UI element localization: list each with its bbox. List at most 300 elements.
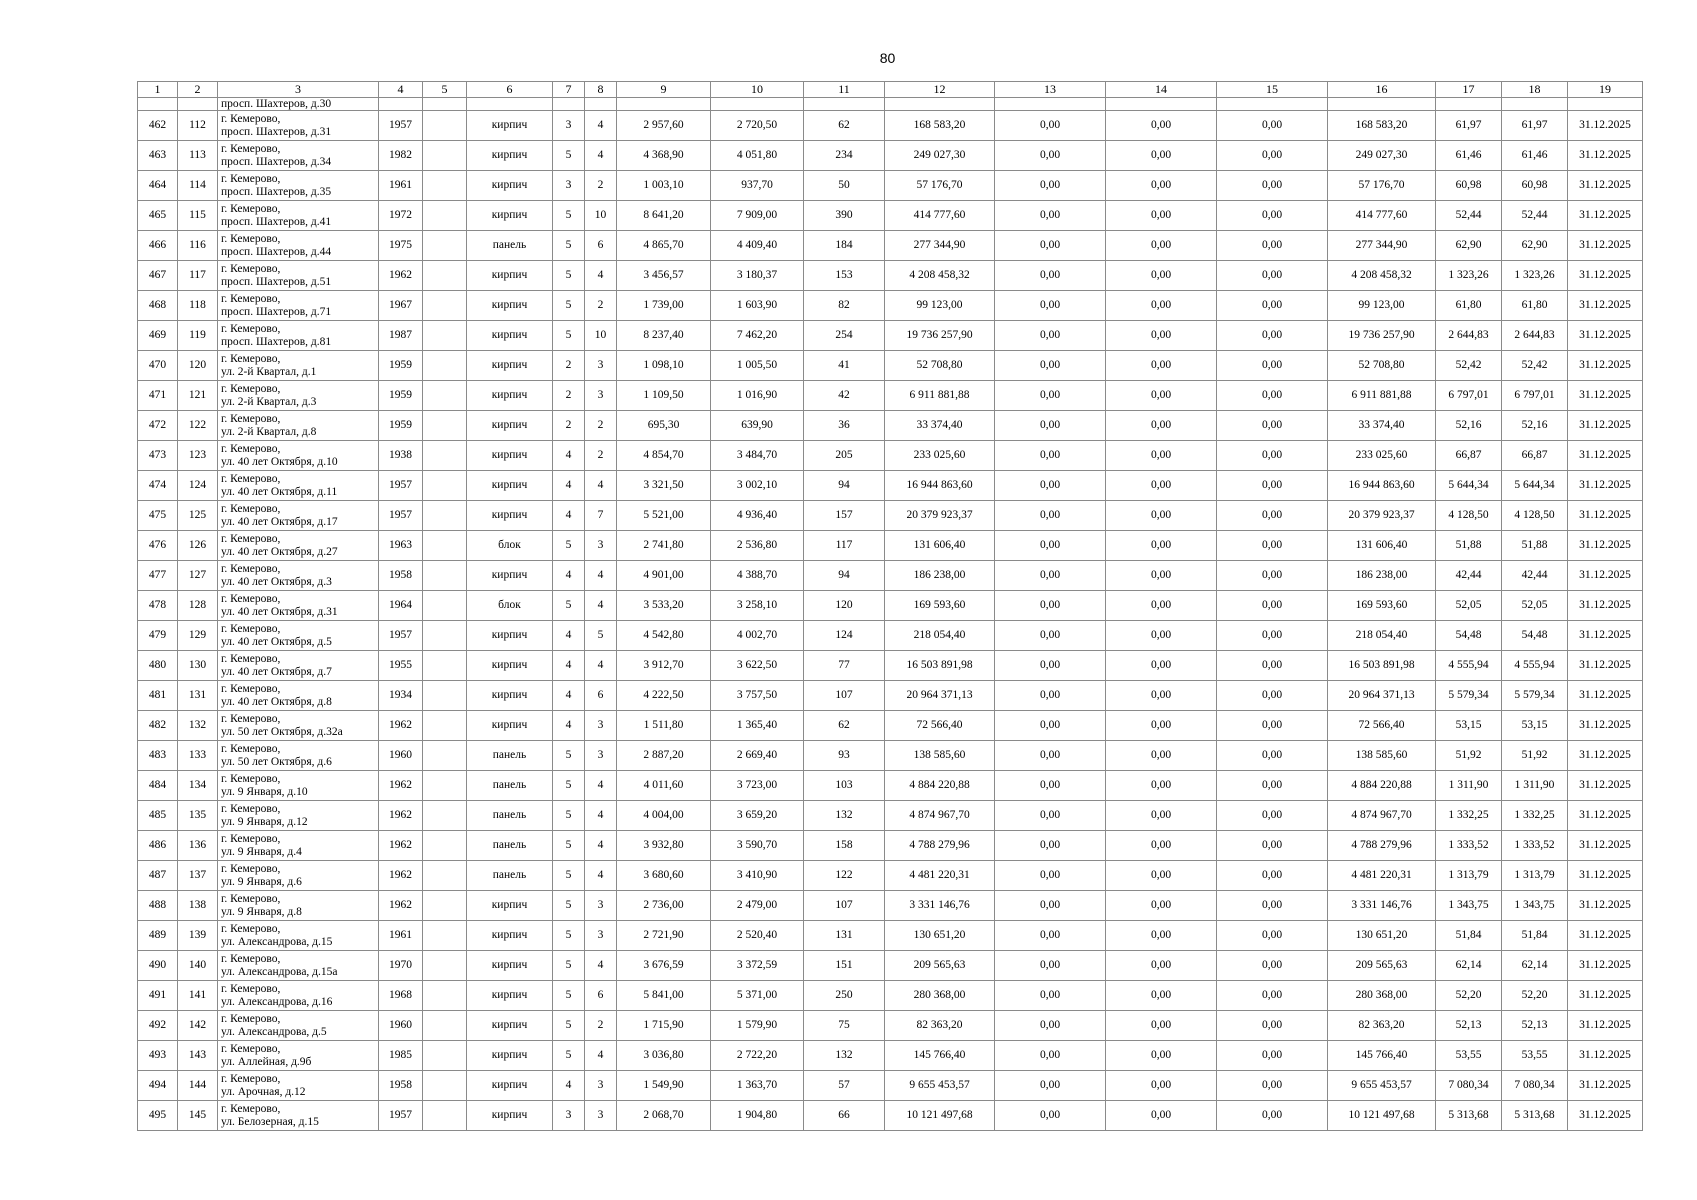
continued-cell-16 bbox=[1328, 98, 1436, 111]
continued-cell-3: просп. Шахтеров, д.30 bbox=[218, 98, 379, 111]
address-city: г. Кемерово, bbox=[221, 592, 281, 605]
cell-col-9: 3 680,60 bbox=[617, 861, 711, 891]
cell-col-5 bbox=[423, 741, 467, 771]
cell-col-16: 233 025,60 bbox=[1328, 441, 1436, 471]
cell-col-16: 57 176,70 bbox=[1328, 171, 1436, 201]
local-number-cell: 137 bbox=[178, 861, 218, 891]
address-city: г. Кемерово, bbox=[221, 742, 281, 755]
continued-cell-18 bbox=[1502, 98, 1568, 111]
local-number-cell: 138 bbox=[178, 891, 218, 921]
cell-col-7: 5 bbox=[553, 1011, 585, 1041]
cell-col-8: 3 bbox=[585, 1071, 617, 1101]
cell-col-14: 0,00 bbox=[1106, 711, 1217, 741]
continued-cell-12 bbox=[885, 98, 995, 111]
cell-col-4: 1962 bbox=[379, 261, 423, 291]
cell-col-19: 31.12.2025 bbox=[1568, 921, 1643, 951]
cell-col-8: 4 bbox=[585, 801, 617, 831]
address-cell bbox=[218, 831, 379, 861]
cell-col-11: 41 bbox=[804, 351, 885, 381]
cell-col-4: 1982 bbox=[379, 141, 423, 171]
table-row bbox=[138, 861, 1643, 891]
cell-col-16: 82 363,20 bbox=[1328, 1011, 1436, 1041]
cell-col-15: 0,00 bbox=[1217, 381, 1328, 411]
address-cell bbox=[218, 141, 379, 171]
cell-col-5 bbox=[423, 711, 467, 741]
cell-col-12: 82 363,20 bbox=[885, 1011, 995, 1041]
address-city: г. Кемерово, bbox=[221, 982, 281, 995]
cell-col-9: 2 721,90 bbox=[617, 921, 711, 951]
cell-col-19: 31.12.2025 bbox=[1568, 141, 1643, 171]
cell-col-18: 52,16 bbox=[1502, 411, 1568, 441]
row-number-cell: 495 bbox=[138, 1101, 178, 1131]
cell-col-19: 31.12.2025 bbox=[1568, 801, 1643, 831]
cell-col-9: 4 542,80 bbox=[617, 621, 711, 651]
cell-col-10: 3 590,70 bbox=[711, 831, 804, 861]
cell-col-7: 5 bbox=[553, 741, 585, 771]
table-body bbox=[138, 98, 1643, 1131]
continued-row bbox=[138, 98, 1643, 111]
cell-col-5 bbox=[423, 561, 467, 591]
local-number-cell: 115 bbox=[178, 201, 218, 231]
cell-col-14: 0,00 bbox=[1106, 861, 1217, 891]
table-row bbox=[138, 1041, 1643, 1071]
address-street: ул. 40 лет Октября, д.17 bbox=[221, 515, 338, 528]
local-number-cell: 125 bbox=[178, 501, 218, 531]
cell-col-17: 52,05 bbox=[1436, 591, 1502, 621]
cell-col-13: 0,00 bbox=[995, 1071, 1106, 1101]
row-number-cell: 471 bbox=[138, 381, 178, 411]
row-number-cell: 493 bbox=[138, 1041, 178, 1071]
address-cell bbox=[218, 771, 379, 801]
local-number-cell: 145 bbox=[178, 1101, 218, 1131]
cell-col-13: 0,00 bbox=[995, 531, 1106, 561]
row-number-cell: 469 bbox=[138, 321, 178, 351]
row-number-cell: 464 bbox=[138, 171, 178, 201]
cell-col-15: 0,00 bbox=[1217, 1101, 1328, 1131]
row-number-cell: 491 bbox=[138, 981, 178, 1011]
cell-col-7: 4 bbox=[553, 681, 585, 711]
cell-col-6: кирпич bbox=[467, 891, 553, 921]
cell-col-6: кирпич bbox=[467, 1041, 553, 1071]
cell-col-17: 4 555,94 bbox=[1436, 651, 1502, 681]
cell-col-4: 1985 bbox=[379, 1041, 423, 1071]
cell-col-9: 3 321,50 bbox=[617, 471, 711, 501]
cell-col-19: 31.12.2025 bbox=[1568, 471, 1643, 501]
cell-col-13: 0,00 bbox=[995, 111, 1106, 141]
cell-col-4: 1958 bbox=[379, 1071, 423, 1101]
cell-col-15: 0,00 bbox=[1217, 1071, 1328, 1101]
row-number-cell: 483 bbox=[138, 741, 178, 771]
cell-col-15: 0,00 bbox=[1217, 231, 1328, 261]
cell-col-8: 10 bbox=[585, 321, 617, 351]
housing-register-table bbox=[137, 81, 1643, 1131]
cell-col-10: 3 180,37 bbox=[711, 261, 804, 291]
cell-col-15: 0,00 bbox=[1217, 981, 1328, 1011]
row-number-cell: 478 bbox=[138, 591, 178, 621]
cell-col-16: 138 585,60 bbox=[1328, 741, 1436, 771]
cell-col-14: 0,00 bbox=[1106, 561, 1217, 591]
cell-col-11: 42 bbox=[804, 381, 885, 411]
row-number-cell: 488 bbox=[138, 891, 178, 921]
address-city: г. Кемерово, bbox=[221, 442, 281, 455]
address-cell bbox=[218, 471, 379, 501]
row-number-cell: 474 bbox=[138, 471, 178, 501]
local-number-cell: 140 bbox=[178, 951, 218, 981]
cell-col-11: 124 bbox=[804, 621, 885, 651]
cell-col-16: 186 238,00 bbox=[1328, 561, 1436, 591]
cell-col-19: 31.12.2025 bbox=[1568, 831, 1643, 861]
row-number-cell: 481 bbox=[138, 681, 178, 711]
cell-col-14: 0,00 bbox=[1106, 141, 1217, 171]
address-cell bbox=[218, 711, 379, 741]
cell-col-12: 138 585,60 bbox=[885, 741, 995, 771]
cell-col-12: 4 481 220,31 bbox=[885, 861, 995, 891]
address-cell bbox=[218, 351, 379, 381]
cell-col-4: 1961 bbox=[379, 171, 423, 201]
cell-col-6: кирпич bbox=[467, 141, 553, 171]
cell-col-8: 5 bbox=[585, 621, 617, 651]
cell-col-14: 0,00 bbox=[1106, 1101, 1217, 1131]
cell-col-17: 5 313,68 bbox=[1436, 1101, 1502, 1131]
cell-col-14: 0,00 bbox=[1106, 111, 1217, 141]
cell-col-17: 62,90 bbox=[1436, 231, 1502, 261]
address-cell bbox=[218, 651, 379, 681]
cell-col-7: 4 bbox=[553, 501, 585, 531]
address-city: г. Кемерово, bbox=[221, 502, 281, 515]
cell-col-18: 52,13 bbox=[1502, 1011, 1568, 1041]
cell-col-4: 1959 bbox=[379, 351, 423, 381]
column-header-18: 18 bbox=[1502, 82, 1568, 98]
cell-col-18: 61,97 bbox=[1502, 111, 1568, 141]
table-row bbox=[138, 591, 1643, 621]
row-number-cell: 467 bbox=[138, 261, 178, 291]
cell-col-9: 1 098,10 bbox=[617, 351, 711, 381]
column-header-4: 4 bbox=[379, 82, 423, 98]
cell-col-14: 0,00 bbox=[1106, 441, 1217, 471]
cell-col-10: 2 520,40 bbox=[711, 921, 804, 951]
address-street: ул. Александрова, д.15 bbox=[221, 935, 333, 948]
cell-col-18: 53,55 bbox=[1502, 1041, 1568, 1071]
cell-col-18: 66,87 bbox=[1502, 441, 1568, 471]
cell-col-4: 1957 bbox=[379, 501, 423, 531]
table-row bbox=[138, 141, 1643, 171]
cell-col-16: 33 374,40 bbox=[1328, 411, 1436, 441]
cell-col-7: 4 bbox=[553, 711, 585, 741]
cell-col-14: 0,00 bbox=[1106, 891, 1217, 921]
cell-col-13: 0,00 bbox=[995, 291, 1106, 321]
cell-col-5 bbox=[423, 651, 467, 681]
column-header-10: 10 bbox=[711, 82, 804, 98]
cell-col-12: 145 766,40 bbox=[885, 1041, 995, 1071]
cell-col-4: 1962 bbox=[379, 801, 423, 831]
cell-col-8: 3 bbox=[585, 741, 617, 771]
cell-col-5 bbox=[423, 621, 467, 651]
cell-col-5 bbox=[423, 921, 467, 951]
cell-col-14: 0,00 bbox=[1106, 531, 1217, 561]
cell-col-10: 3 723,00 bbox=[711, 771, 804, 801]
cell-col-7: 4 bbox=[553, 651, 585, 681]
cell-col-4: 1959 bbox=[379, 381, 423, 411]
cell-col-15: 0,00 bbox=[1217, 861, 1328, 891]
cell-col-9: 1 739,00 bbox=[617, 291, 711, 321]
address-street: ул. Аллейная, д.9б bbox=[221, 1055, 312, 1068]
table-row bbox=[138, 441, 1643, 471]
cell-col-8: 2 bbox=[585, 411, 617, 441]
row-number-cell: 490 bbox=[138, 951, 178, 981]
cell-col-15: 0,00 bbox=[1217, 771, 1328, 801]
cell-col-12: 3 331 146,76 bbox=[885, 891, 995, 921]
cell-col-11: 205 bbox=[804, 441, 885, 471]
cell-col-8: 3 bbox=[585, 921, 617, 951]
cell-col-13: 0,00 bbox=[995, 351, 1106, 381]
cell-col-19: 31.12.2025 bbox=[1568, 891, 1643, 921]
cell-col-19: 31.12.2025 bbox=[1568, 531, 1643, 561]
cell-col-11: 254 bbox=[804, 321, 885, 351]
address-street: ул. 9 Января, д.12 bbox=[221, 815, 308, 828]
cell-col-12: 20 379 923,37 bbox=[885, 501, 995, 531]
cell-col-8: 7 bbox=[585, 501, 617, 531]
cell-col-13: 0,00 bbox=[995, 741, 1106, 771]
table-row bbox=[138, 291, 1643, 321]
cell-col-12: 209 565,63 bbox=[885, 951, 995, 981]
cell-col-5 bbox=[423, 981, 467, 1011]
cell-col-4: 1938 bbox=[379, 441, 423, 471]
cell-col-4: 1967 bbox=[379, 291, 423, 321]
cell-col-16: 99 123,00 bbox=[1328, 291, 1436, 321]
cell-col-14: 0,00 bbox=[1106, 741, 1217, 771]
cell-col-8: 2 bbox=[585, 1011, 617, 1041]
cell-col-13: 0,00 bbox=[995, 861, 1106, 891]
row-number-cell: 479 bbox=[138, 621, 178, 651]
cell-col-8: 3 bbox=[585, 891, 617, 921]
cell-col-8: 3 bbox=[585, 711, 617, 741]
cell-col-18: 1 323,26 bbox=[1502, 261, 1568, 291]
column-header-14: 14 bbox=[1106, 82, 1217, 98]
cell-col-12: 72 566,40 bbox=[885, 711, 995, 741]
cell-col-18: 1 332,25 bbox=[1502, 801, 1568, 831]
row-number-cell: 473 bbox=[138, 441, 178, 471]
cell-col-16: 4 788 279,96 bbox=[1328, 831, 1436, 861]
cell-col-10: 1 904,80 bbox=[711, 1101, 804, 1131]
cell-col-11: 132 bbox=[804, 801, 885, 831]
cell-col-17: 66,87 bbox=[1436, 441, 1502, 471]
address-cell bbox=[218, 111, 379, 141]
cell-col-11: 234 bbox=[804, 141, 885, 171]
cell-col-6: кирпич bbox=[467, 171, 553, 201]
cell-col-12: 57 176,70 bbox=[885, 171, 995, 201]
cell-col-14: 0,00 bbox=[1106, 651, 1217, 681]
cell-col-19: 31.12.2025 bbox=[1568, 1041, 1643, 1071]
cell-col-16: 16 503 891,98 bbox=[1328, 651, 1436, 681]
address-street: просп. Шахтеров, д.34 bbox=[221, 155, 332, 168]
cell-col-12: 4 884 220,88 bbox=[885, 771, 995, 801]
cell-col-16: 280 368,00 bbox=[1328, 981, 1436, 1011]
column-header-15: 15 bbox=[1217, 82, 1328, 98]
continued-cell-15 bbox=[1217, 98, 1328, 111]
cell-col-13: 0,00 bbox=[995, 171, 1106, 201]
cell-col-16: 414 777,60 bbox=[1328, 201, 1436, 231]
cell-col-7: 4 bbox=[553, 561, 585, 591]
cell-col-16: 3 331 146,76 bbox=[1328, 891, 1436, 921]
address-city: г. Кемерово, bbox=[221, 232, 281, 245]
cell-col-12: 186 238,00 bbox=[885, 561, 995, 591]
cell-col-14: 0,00 bbox=[1106, 291, 1217, 321]
cell-col-6: панель bbox=[467, 771, 553, 801]
address-street: ул. 40 лет Октября, д.11 bbox=[221, 485, 338, 498]
local-number-cell: 142 bbox=[178, 1011, 218, 1041]
cell-col-19: 31.12.2025 bbox=[1568, 441, 1643, 471]
cell-col-5 bbox=[423, 231, 467, 261]
table-row bbox=[138, 921, 1643, 951]
row-number-cell: 482 bbox=[138, 711, 178, 741]
cell-col-12: 249 027,30 bbox=[885, 141, 995, 171]
cell-col-18: 6 797,01 bbox=[1502, 381, 1568, 411]
cell-col-7: 5 bbox=[553, 891, 585, 921]
table-row bbox=[138, 831, 1643, 861]
cell-col-8: 4 bbox=[585, 771, 617, 801]
cell-col-7: 4 bbox=[553, 441, 585, 471]
address-street: ул. Арочная, д.12 bbox=[221, 1085, 306, 1098]
cell-col-11: 94 bbox=[804, 471, 885, 501]
cell-col-18: 51,88 bbox=[1502, 531, 1568, 561]
cell-col-8: 4 bbox=[585, 591, 617, 621]
table-row bbox=[138, 501, 1643, 531]
cell-col-6: панель bbox=[467, 831, 553, 861]
cell-col-13: 0,00 bbox=[995, 711, 1106, 741]
cell-col-4: 1963 bbox=[379, 531, 423, 561]
cell-col-4: 1962 bbox=[379, 771, 423, 801]
cell-col-5 bbox=[423, 591, 467, 621]
column-header-6: 6 bbox=[467, 82, 553, 98]
cell-col-12: 130 651,20 bbox=[885, 921, 995, 951]
cell-col-8: 2 bbox=[585, 171, 617, 201]
cell-col-9: 1 109,50 bbox=[617, 381, 711, 411]
cell-col-18: 5 313,68 bbox=[1502, 1101, 1568, 1131]
cell-col-9: 2 957,60 bbox=[617, 111, 711, 141]
cell-col-10: 937,70 bbox=[711, 171, 804, 201]
cell-col-8: 10 bbox=[585, 201, 617, 231]
cell-col-12: 19 736 257,90 bbox=[885, 321, 995, 351]
cell-col-9: 3 912,70 bbox=[617, 651, 711, 681]
column-header-2: 2 bbox=[178, 82, 218, 98]
cell-col-17: 6 797,01 bbox=[1436, 381, 1502, 411]
cell-col-5 bbox=[423, 501, 467, 531]
cell-col-10: 4 388,70 bbox=[711, 561, 804, 591]
cell-col-12: 99 123,00 bbox=[885, 291, 995, 321]
cell-col-17: 1 333,52 bbox=[1436, 831, 1502, 861]
cell-col-9: 695,30 bbox=[617, 411, 711, 441]
cell-col-4: 1962 bbox=[379, 861, 423, 891]
cell-col-6: кирпич bbox=[467, 1011, 553, 1041]
cell-col-14: 0,00 bbox=[1106, 921, 1217, 951]
cell-col-12: 9 655 453,57 bbox=[885, 1071, 995, 1101]
cell-col-13: 0,00 bbox=[995, 1011, 1106, 1041]
address-street: просп. Шахтеров, д.35 bbox=[221, 185, 332, 198]
cell-col-9: 4 004,00 bbox=[617, 801, 711, 831]
local-number-cell: 124 bbox=[178, 471, 218, 501]
cell-col-4: 1962 bbox=[379, 831, 423, 861]
cell-col-9: 1 003,10 bbox=[617, 171, 711, 201]
row-number-cell: 480 bbox=[138, 651, 178, 681]
row-number-cell: 462 bbox=[138, 111, 178, 141]
cell-col-5 bbox=[423, 261, 467, 291]
address-city: г. Кемерово, bbox=[221, 142, 281, 155]
cell-col-11: 62 bbox=[804, 711, 885, 741]
address-city: г. Кемерово, bbox=[221, 832, 281, 845]
cell-col-10: 3 484,70 bbox=[711, 441, 804, 471]
cell-col-4: 1957 bbox=[379, 471, 423, 501]
local-number-cell: 122 bbox=[178, 411, 218, 441]
cell-col-7: 5 bbox=[553, 261, 585, 291]
address-street: ул. 2-й Квартал, д.3 bbox=[221, 395, 317, 408]
cell-col-10: 639,90 bbox=[711, 411, 804, 441]
column-header-7: 7 bbox=[553, 82, 585, 98]
row-number-cell: 487 bbox=[138, 861, 178, 891]
cell-col-6: кирпич bbox=[467, 711, 553, 741]
cell-col-10: 1 005,50 bbox=[711, 351, 804, 381]
cell-col-18: 60,98 bbox=[1502, 171, 1568, 201]
cell-col-4: 1959 bbox=[379, 411, 423, 441]
address-city: г. Кемерово, bbox=[221, 472, 281, 485]
cell-col-12: 52 708,80 bbox=[885, 351, 995, 381]
cell-col-13: 0,00 bbox=[995, 501, 1106, 531]
cell-col-14: 0,00 bbox=[1106, 1011, 1217, 1041]
cell-col-9: 4 854,70 bbox=[617, 441, 711, 471]
cell-col-19: 31.12.2025 bbox=[1568, 681, 1643, 711]
cell-col-9: 3 036,80 bbox=[617, 1041, 711, 1071]
cell-col-17: 52,20 bbox=[1436, 981, 1502, 1011]
cell-col-7: 5 bbox=[553, 231, 585, 261]
local-number-cell: 141 bbox=[178, 981, 218, 1011]
cell-col-19: 31.12.2025 bbox=[1568, 741, 1643, 771]
cell-col-18: 1 333,52 bbox=[1502, 831, 1568, 861]
cell-col-17: 5 644,34 bbox=[1436, 471, 1502, 501]
cell-col-13: 0,00 bbox=[995, 441, 1106, 471]
cell-col-17: 52,13 bbox=[1436, 1011, 1502, 1041]
cell-col-13: 0,00 bbox=[995, 381, 1106, 411]
cell-col-7: 3 bbox=[553, 171, 585, 201]
column-header-16: 16 bbox=[1328, 82, 1436, 98]
cell-col-18: 54,48 bbox=[1502, 621, 1568, 651]
address-street: просп. Шахтеров, д.44 bbox=[221, 245, 332, 258]
cell-col-7: 5 bbox=[553, 141, 585, 171]
cell-col-14: 0,00 bbox=[1106, 411, 1217, 441]
cell-col-19: 31.12.2025 bbox=[1568, 771, 1643, 801]
cell-col-19: 31.12.2025 bbox=[1568, 171, 1643, 201]
cell-col-15: 0,00 bbox=[1217, 411, 1328, 441]
cell-col-19: 31.12.2025 bbox=[1568, 591, 1643, 621]
cell-col-16: 10 121 497,68 bbox=[1328, 1101, 1436, 1131]
cell-col-18: 52,05 bbox=[1502, 591, 1568, 621]
cell-col-16: 169 593,60 bbox=[1328, 591, 1436, 621]
cell-col-18: 5 579,34 bbox=[1502, 681, 1568, 711]
cell-col-11: 57 bbox=[804, 1071, 885, 1101]
cell-col-16: 6 911 881,88 bbox=[1328, 381, 1436, 411]
address-cell bbox=[218, 1041, 379, 1071]
cell-col-14: 0,00 bbox=[1106, 1041, 1217, 1071]
local-number-cell: 114 bbox=[178, 171, 218, 201]
cell-col-11: 50 bbox=[804, 171, 885, 201]
cell-col-12: 168 583,20 bbox=[885, 111, 995, 141]
cell-col-7: 5 bbox=[553, 951, 585, 981]
cell-col-17: 52,16 bbox=[1436, 411, 1502, 441]
local-number-cell: 117 bbox=[178, 261, 218, 291]
cell-col-15: 0,00 bbox=[1217, 351, 1328, 381]
cell-col-12: 131 606,40 bbox=[885, 531, 995, 561]
address-street: ул. 2-й Квартал, д.8 bbox=[221, 425, 317, 438]
row-number-cell: 472 bbox=[138, 411, 178, 441]
cell-col-14: 0,00 bbox=[1106, 321, 1217, 351]
